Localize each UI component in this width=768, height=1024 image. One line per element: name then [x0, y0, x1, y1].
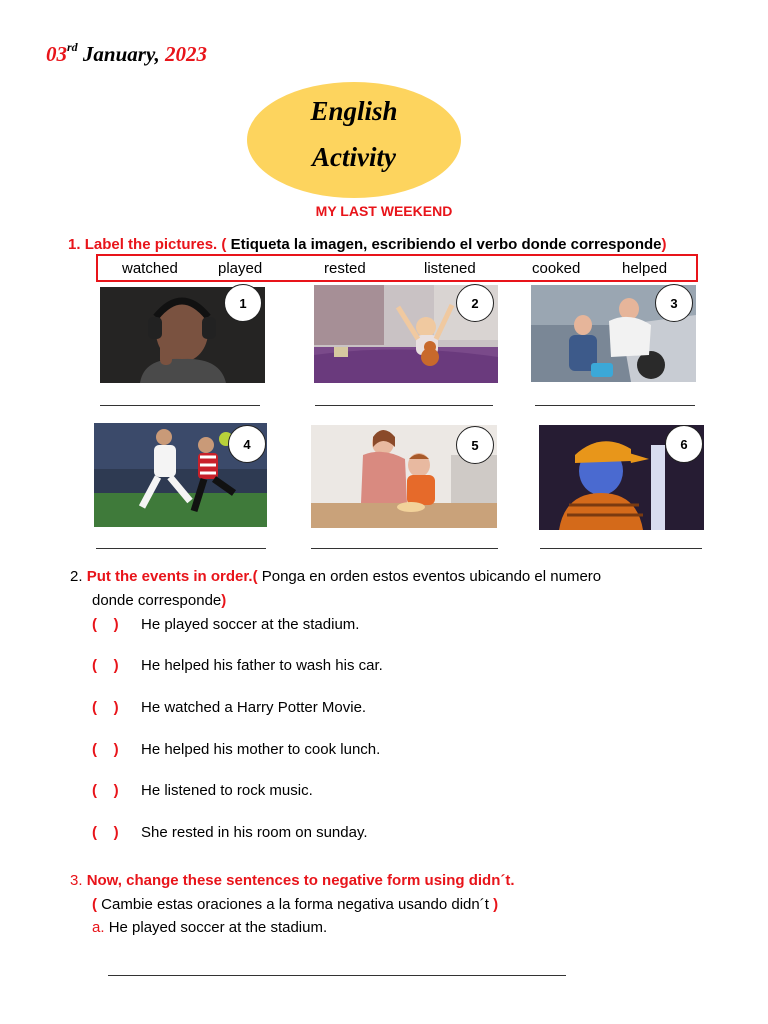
order-item: [92, 699, 367, 717]
order-item-text: He played soccer at the stadium.: [141, 616, 360, 633]
section2-instruction: [70, 568, 601, 585]
order-item: [92, 782, 313, 800]
section2-translation-line2: donde corresponde: [92, 592, 222, 609]
answer-blank[interactable]: [535, 405, 695, 406]
picture-number-badge: 6: [665, 425, 703, 463]
section3-instruction: [70, 872, 515, 889]
title-line-1: English: [310, 96, 398, 126]
picture-number-badge: 5: [456, 426, 494, 464]
word-bank-item: played: [218, 260, 263, 277]
order-item: [92, 657, 383, 675]
section1-translation: Etiqueta la imagen, escribiendo el verbo donde corresponde: [230, 236, 662, 253]
order-item-text: She rested in his room on sunday.: [141, 824, 368, 841]
word-bank-item: cooked: [532, 260, 581, 277]
date-suffix: rd: [67, 40, 78, 54]
order-item-text: He helped his mother to cook lunch.: [141, 741, 381, 758]
word-bank-item: watched: [122, 260, 178, 277]
picture-number-badge: 4: [228, 425, 266, 463]
order-item: [92, 741, 381, 759]
answer-blank[interactable]: [100, 405, 260, 406]
section1-open-paren: (: [221, 236, 227, 253]
negative-answer-line[interactable]: [108, 975, 566, 976]
section3-heading: Now, change these sentences to negative form using didn´t.: [86, 872, 515, 889]
date-month: January,: [82, 42, 160, 66]
order-blank[interactable]: ( ): [92, 824, 119, 841]
answer-blank[interactable]: [96, 548, 266, 549]
order-item: [92, 616, 360, 634]
section3-translation: Cambie estas oraciones a la forma negativa usando didn´t: [101, 896, 489, 913]
answer-blank[interactable]: [540, 548, 702, 549]
order-blank[interactable]: ( ): [92, 657, 119, 674]
order-item: [92, 824, 368, 842]
section3-item-letter: a.: [92, 919, 105, 936]
section2-number: 2.: [70, 568, 83, 585]
section3-item-text: He played soccer at the stadium.: [108, 919, 328, 936]
order-item-text: He watched a Harry Potter Movie.: [141, 699, 367, 716]
section2-open-paren: (: [252, 568, 258, 585]
section1-close-paren: ): [661, 236, 667, 253]
word-bank-item: rested: [324, 260, 366, 277]
section1-instruction: [68, 236, 667, 253]
section3-translation-line: [92, 896, 498, 913]
picture-number-badge: 2: [456, 284, 494, 322]
order-blank[interactable]: ( ): [92, 782, 119, 799]
date-year: 2023: [165, 42, 207, 66]
section1-heading: Label the pictures.: [84, 236, 218, 253]
title-line-2: Activity: [312, 142, 396, 172]
order-blank[interactable]: ( ): [92, 616, 119, 633]
date-day: 03: [46, 42, 67, 66]
word-bank-item: listened: [424, 260, 476, 277]
picture-number-badge: 3: [655, 284, 693, 322]
order-blank[interactable]: ( ): [92, 699, 119, 716]
section1-number: 1.: [68, 236, 81, 253]
section2-instruction-line2: [92, 592, 226, 609]
answer-blank[interactable]: [315, 405, 493, 406]
subtitle: MY LAST WEEKEND: [315, 203, 453, 219]
word-bank-box: [96, 254, 698, 282]
order-item-text: He helped his father to wash his car.: [141, 657, 383, 674]
date: [46, 42, 207, 67]
order-blank[interactable]: ( ): [92, 741, 119, 758]
section3-open-paren: (: [92, 896, 97, 913]
word-bank-item: helped: [622, 260, 668, 277]
section3-close-paren: ): [493, 896, 499, 913]
section3-item: [92, 919, 327, 936]
section2-heading: Put the events in order.: [86, 568, 253, 585]
section2-translation-line1: Ponga en orden estos eventos ubicando el numero: [261, 568, 602, 585]
picture-number-badge: 1: [224, 284, 262, 322]
section2-close-paren: ): [221, 592, 227, 609]
answer-blank[interactable]: [311, 548, 498, 549]
order-item-text: He listened to rock music.: [141, 782, 313, 799]
section3-number: 3.: [70, 872, 83, 889]
